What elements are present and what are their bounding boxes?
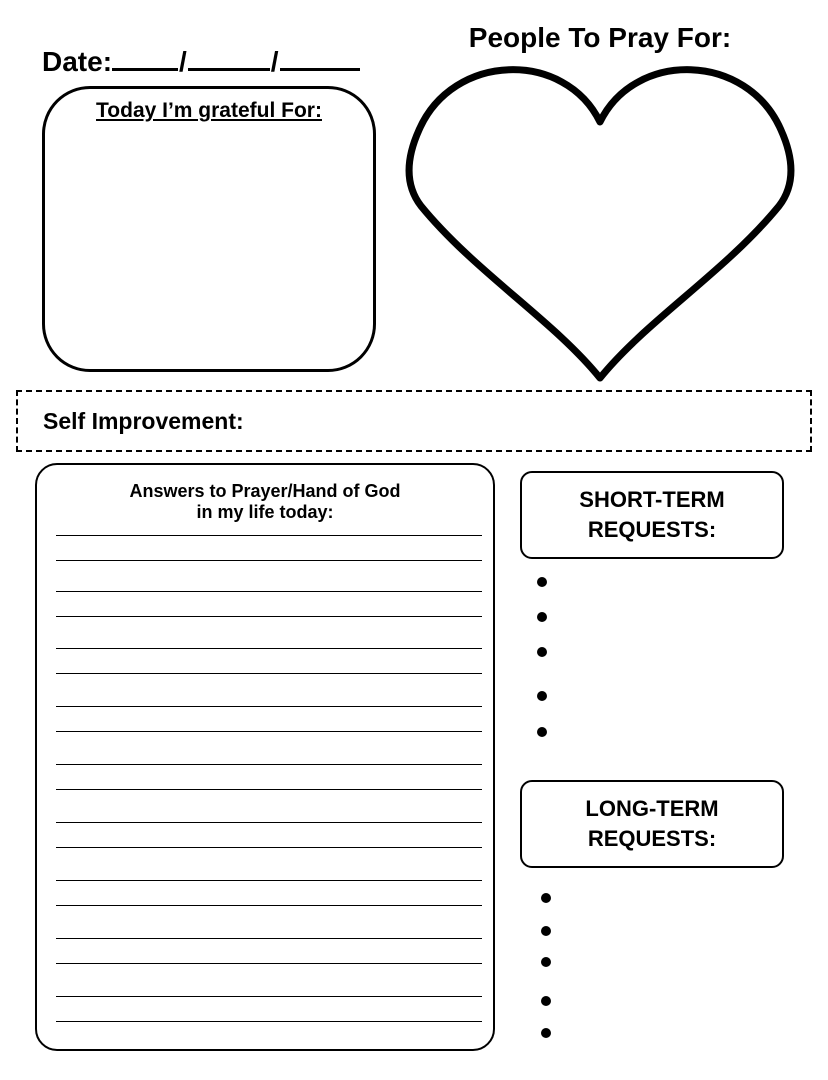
ruled-line[interactable] [56,822,482,823]
short-term-bullet[interactable] [537,647,547,657]
self-improvement-box[interactable] [16,390,812,452]
ruled-line[interactable] [56,648,482,649]
ruled-line[interactable] [56,1021,482,1022]
long-term-bullet[interactable] [541,1028,551,1038]
short-term-bullet[interactable] [537,577,547,587]
heart-icon[interactable] [405,58,797,388]
long-term-bullet[interactable] [541,996,551,1006]
ruled-line[interactable] [56,963,482,964]
ruled-line[interactable] [56,996,482,997]
ruled-line[interactable] [56,789,482,790]
date-label: Date: [42,46,113,77]
pray-title: People To Pray For: [468,22,732,53]
grateful-title: Today I’m grateful For: [96,99,322,122]
grateful-box[interactable] [42,86,376,372]
ruled-line[interactable] [56,560,482,561]
self-improvement-label: Self Improvement: [43,408,244,434]
date-month-blank[interactable] [112,42,178,71]
answers-title [37,481,493,523]
long-term-label: LONG-TERM [585,796,719,821]
short-term-label: REQUESTS: [587,517,717,542]
ruled-line[interactable] [56,905,482,906]
answers-title-line: in my life today: [196,502,334,522]
date-separator: / [179,46,187,77]
ruled-line[interactable] [56,847,482,848]
long-term-bullet[interactable] [541,893,551,903]
ruled-line[interactable] [56,706,482,707]
answers-title-line: Answers to Prayer/Hand of God [129,481,401,501]
ruled-line[interactable] [56,535,482,536]
long-term-bullet[interactable] [541,926,551,936]
ruled-line[interactable] [56,591,482,592]
date-day-blank[interactable] [188,42,270,71]
ruled-line[interactable] [56,673,482,674]
long-term-bullet[interactable] [541,957,551,967]
answers-box[interactable] [35,463,495,1051]
short-term-bullet[interactable] [537,727,547,737]
long-term-label: REQUESTS: [587,826,717,851]
short-term-requests-header [520,471,784,559]
date-separator: / [270,46,279,77]
ruled-line[interactable] [56,731,482,732]
short-term-label: SHORT-TERM [579,487,725,512]
date-year-blank[interactable] [280,42,360,71]
ruled-line[interactable] [56,616,482,617]
ruled-line[interactable] [56,764,482,765]
short-term-bullet[interactable] [537,691,547,701]
date-field[interactable] [42,42,372,82]
ruled-line[interactable] [56,880,482,881]
ruled-line[interactable] [56,938,482,939]
long-term-requests-header [520,780,784,868]
short-term-bullet[interactable] [537,612,547,622]
